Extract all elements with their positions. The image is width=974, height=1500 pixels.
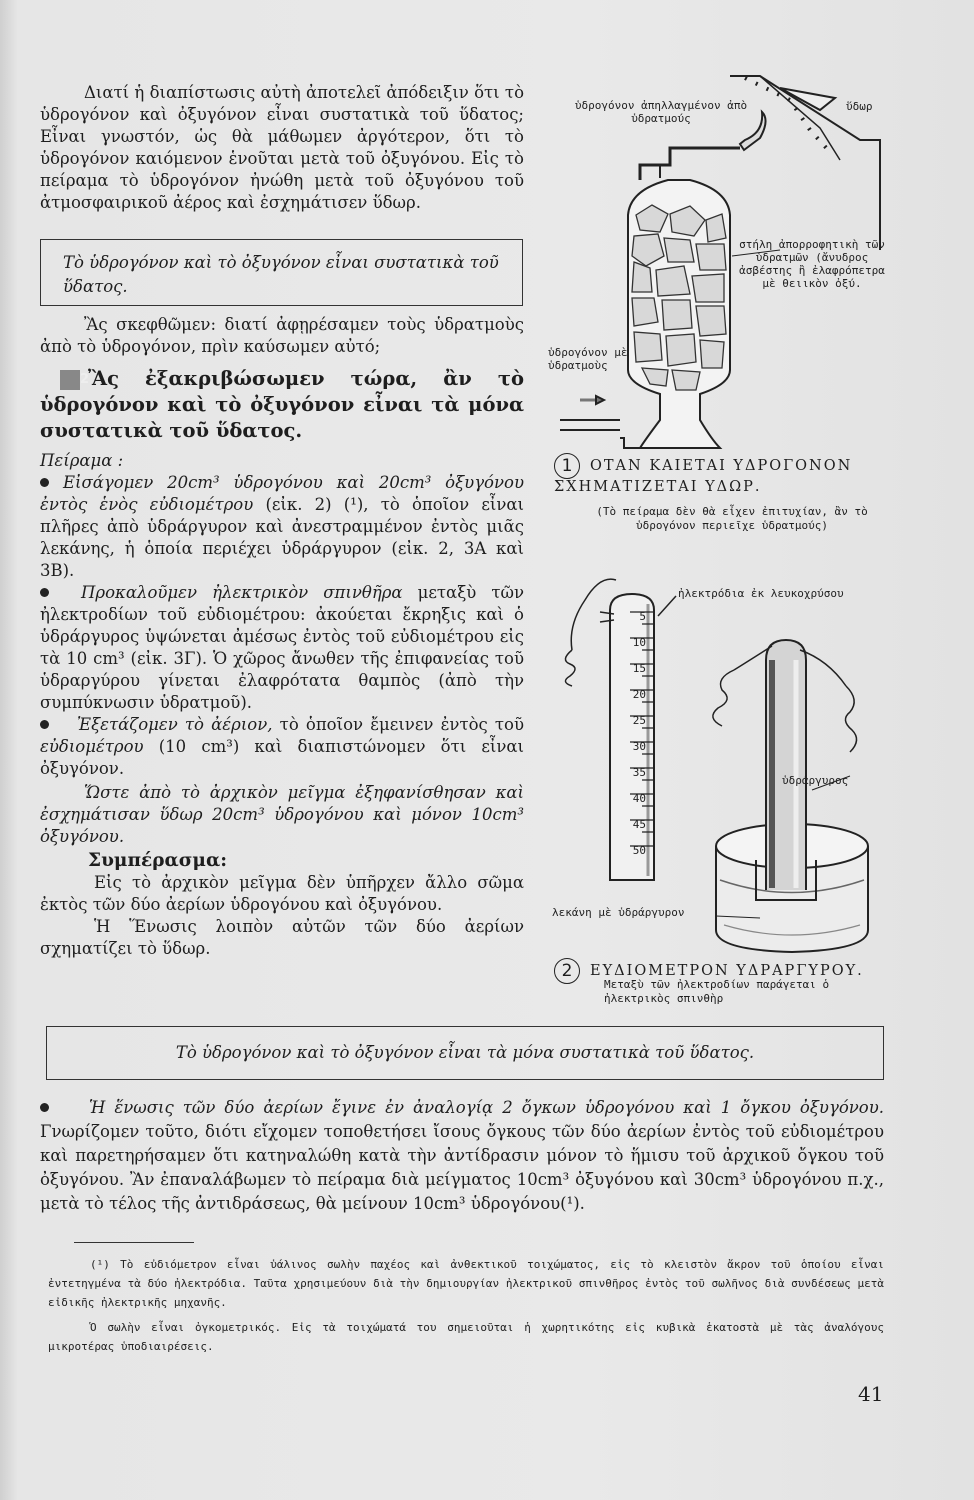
figure-1-label-inlet: ὑδρογόνον μὲ ὑδρατμοὺς xyxy=(548,346,628,372)
page-number: 41 xyxy=(858,1382,884,1406)
scale-label: 15 xyxy=(632,662,646,675)
bottom-italic: Ἡ ἕνωσις τῶν δύο ἀερίων ἔγινε ἐν ἀναλογίᾳ 2 ὄγκων ὑδρογόνου καὶ 1 ὄγκου ὀξυγόνου. xyxy=(89,1098,884,1117)
scale-label: 40 xyxy=(632,792,646,805)
conclusion-text-2: Ἡ Ἕνωσις λοιπὸν αὐτῶν τῶν δύο ἀερίων σχηματίζει τὸ ὕδωρ. xyxy=(40,917,524,958)
definition-text-2: Τὸ ὑδρογόνον καὶ τὸ ὀξυγόνον εἶναι τὰ μόνα συστατικὰ τοῦ ὕδατος. xyxy=(175,1043,755,1062)
footnote-2: Ὁ σωλὴν εἶναι ὀγκομετρικός. Εἰς τὰ τοιχώματά του σημειοῦται ἡ χωρητικότης εἰς κυβικὰ ἑκατοστὰ μὲ τὰς ἀναλόγους μικροτέρας ὑποδιαιρέσεις. xyxy=(48,1321,884,1353)
section-heading-text: Ἂς ἐξακριβώσωμεν τώρα, ἂν τὸ ὑδρογόνον καὶ τὸ ὀξυγόνον εἶναι τὰ μόνα συστατικὰ τοῦ ὕδατος. xyxy=(40,367,524,442)
result-paragraph: Ὥστε ἀπὸ τὸ ἀρχικὸν μεῖγμα ἐξηφανίσθησαν καὶ ἐσχημάτισαν ὕδωρ 20cm³ ὑδρογόνου καὶ μόνον 10cm³ ὀξυγόνου. xyxy=(40,783,524,846)
eudiometer-with-basin xyxy=(713,640,868,952)
eudiometer-scale xyxy=(622,604,646,864)
figure-1-label-top: ὑδρογόνον ἀπηλλαγμένον ἀπὸ ὑδρατμούς xyxy=(574,99,748,125)
think-paragraph: Ἂς σκεφθῶμεν: διατί ἀφῃρέσαμεν τοὺς ὑδρατμοὺς ἀπὸ τὸ ὑδρογόνον, πρὶν καύσωμεν αὐτό; xyxy=(40,315,524,356)
figure-2-label-mercury: ὑδράργυρος xyxy=(782,774,849,787)
scale-label: 5 xyxy=(639,610,646,623)
figure-2-label-electrodes: ἠλεκτρόδια ἐκ λευκοχρύσου xyxy=(678,587,844,600)
bullet-3-italic: Ἐξετάζομεν τὸ ἀέριον, xyxy=(77,715,273,734)
figure-2-caption-text: ΕΥΔΙΟΜΕΤΡΟΝ ΥΔΡΑΡΓΥΡΟΥ. xyxy=(590,963,864,979)
scale-label: 10 xyxy=(632,636,646,649)
bottom-paragraph xyxy=(40,1096,884,1216)
definition-box-2 xyxy=(46,1026,884,1080)
footnote-rule xyxy=(74,1242,194,1243)
intro-paragraph: Διατί ἡ διαπίστωσις αὐτὴ ἀποτελεῖ ἀπόδειξιν ὅτι τὸ ὑδρογόνον καὶ ὀξυγόνον εἶναι συστατικὰ τοῦ ὕδατος; Εἶναι γνωστόν, ὡς θὰ μάθωμεν ἀργότερον, ὅτι τὸ ὑδρογόνον καιόμενον ἑνοῦται μετὰ τοῦ ὀξυγόνου. Εἰς τὸ πείραμα τὸ ὑδρογόνον ἠνώθη μετὰ τοῦ ὀξυγόνου τοῦ ἀτμοσφαιρικοῦ ἀέρος καὶ ἐσχημάτισεν ὕδωρ. xyxy=(40,83,524,212)
bullet-1-text: (εἰκ. 2) (¹), τὸ ὁποῖον εἶναι πλῆρες ἀπὸ ὑδράργυρον καὶ ἀνεστραμμένον ἐντὸς μιᾶς λεκάνης, ἡ ὁποία περιέχει ὑδράργυρον (εἰκ. 2, 3Α καὶ 3Β). xyxy=(40,495,524,580)
bullet-3-text-2: (10 cm³) καὶ διαπιστώνομεν ὅτι εἶναι ὀξυγόνον. xyxy=(40,737,524,778)
figure-1-number: 1 xyxy=(554,453,580,479)
scale-label: 50 xyxy=(632,844,646,857)
bullet-1-italic: Εἰσάγομεν 20cm³ ὑδρογόνου καὶ 20cm³ ὀξυγόνου ἐντὸς ἑνὸς εὐδιομέτρου xyxy=(40,473,524,514)
eudiometer-tube-1 xyxy=(565,579,676,880)
figure-2-number: 2 xyxy=(554,958,580,984)
experiment-label: Πείραμα : xyxy=(40,451,124,470)
bullet-2-italic: Προκαλοῦμεν ἠλεκτρικὸν σπινθῆρα xyxy=(81,583,403,602)
scale-label: 35 xyxy=(632,766,646,779)
bottom-text: Γνωρίζομεν τοῦτο, διότι εἴχομεν τοποθετήσει ἴσους ὄγκους τῶν δύο ἀερίων ἐντὸς τοῦ εὐδιομέτρου καὶ παρετηρήσαμεν ὅτι κατηναλώθη κατὰ τὴν ἀντίδρασιν μόνον τὸ ἥμισυ τοῦ ἀρχικοῦ ὄγκου τοῦ ὀξυγόνου. Ἂν ἐπαναλάβωμεν τὸ πείραμα διὰ μείγματος 10cm³ ὀξυγόνου καὶ 30cm³ ὑδρογόνου π.χ., μετὰ τὸ τέλος τῆς ἀντιδράσεως, θὰ μείνουν 10cm³ ὑδρογόνου(¹). xyxy=(40,1122,884,1213)
conclusion-text-1: Εἰς τὸ ἀρχικὸν μεῖγμα δὲν ὑπῆρχεν ἄλλο σῶμα ἐκτὸς τῶν δύο ἀερίων ὑδρογόνου καὶ ὀξυγόνου. xyxy=(40,873,524,914)
figure-2-label-basin: λεκάνη μὲ ὑδράργυρον xyxy=(552,906,685,919)
conclusion-title: Συμπέρασμα: xyxy=(88,850,228,871)
bullet-3-italic-2: εὐδιομέτρου xyxy=(40,737,144,756)
bullet-3-text: τὸ ὁποῖον ἔμεινεν ἐντὸς τοῦ xyxy=(272,715,525,734)
figure-1-subcaption: (Τὸ πείραμα δὲν θὰ εἶχεν ἐπιτυχίαν, ἂν τὸ ὑδρογόνον περιεῖχε ὑδρατμούς) xyxy=(596,505,868,532)
section-number-badge: 2 xyxy=(60,370,80,390)
scale-label: 45 xyxy=(632,818,646,831)
figure-1-label-water: ὕδωρ xyxy=(846,100,873,113)
figure-1-caption-text: ΟΤΑΝ ΚΑΙΕΤΑΙ ΥΔΡΟΓΟΝΟΝ ΣΧΗΜΑΤΙΖΕΤΑΙ ΥΔΩΡ. xyxy=(554,458,853,495)
bullet-2-text: μεταξὺ τῶν ἠλεκτροδίων τοῦ εὐδιομέτρου: ἀκούεται ἔκρηξις καὶ ὁ ὑδράργυρος ὑψώνεται ἀμέσως ἐντὸς τοῦ εὐδιομέτρου εἰς τὰ 10 cm³ (εἰκ. 3Γ). Ὁ χῶρος ἄνωθεν τῆς ἐπιφανείας τοῦ ὑδραργύρου γίνεται ἐλαφρότατα θαμπὸς (ἀπὸ τὴν συμπύκνωσιν ὑδρατμοῦ). xyxy=(40,583,525,712)
scale-label: 25 xyxy=(632,714,646,727)
figure-2-subcaption: Μεταξὺ τῶν ἠλεκτροδίων παράγεται ὁ ἠλεκτρικὸς σπινθὴρ xyxy=(604,978,830,1005)
footnote-1: (¹) Τὸ εὐδιόμετρον εἶναι ὑάλινος σωλὴν παχέος καὶ ἀνθεκτικοῦ τοιχώματος, εἰς τὸ κλειστὸν ἄκρον τοῦ ὁποίου εἶναι ἐντετηγμένα τὰ δύο ἠλεκτρόδια. Ταῦτα χρησιμεύουν διὰ τὴν δημιουργίαν ἠλεκτρικοῦ σπινθῆρος ἐντὸς τοῦ σωλῆνος διὰ συνδέσεως μετὰ εἰδικῆς ἠλεκτρικῆς μηχανῆς. xyxy=(48,1258,884,1309)
definition-text-1: Τὸ ὑδρογόνον καὶ τὸ ὀξυγόνον εἶναι συστατικὰ τοῦ ὕδατος. xyxy=(63,253,499,296)
scale-label: 30 xyxy=(632,740,646,753)
figure-1-label-column: στήλη ἀπορροφητικὴ τῶν ὑδρατμῶν (ἄνυδρος ἀσβέστης ἢ ἐλαφρόπετρα μὲ θειικὸν ὀξύ. xyxy=(739,238,885,290)
scale-label: 20 xyxy=(632,688,646,701)
bullet-dot-icon xyxy=(40,1103,49,1112)
